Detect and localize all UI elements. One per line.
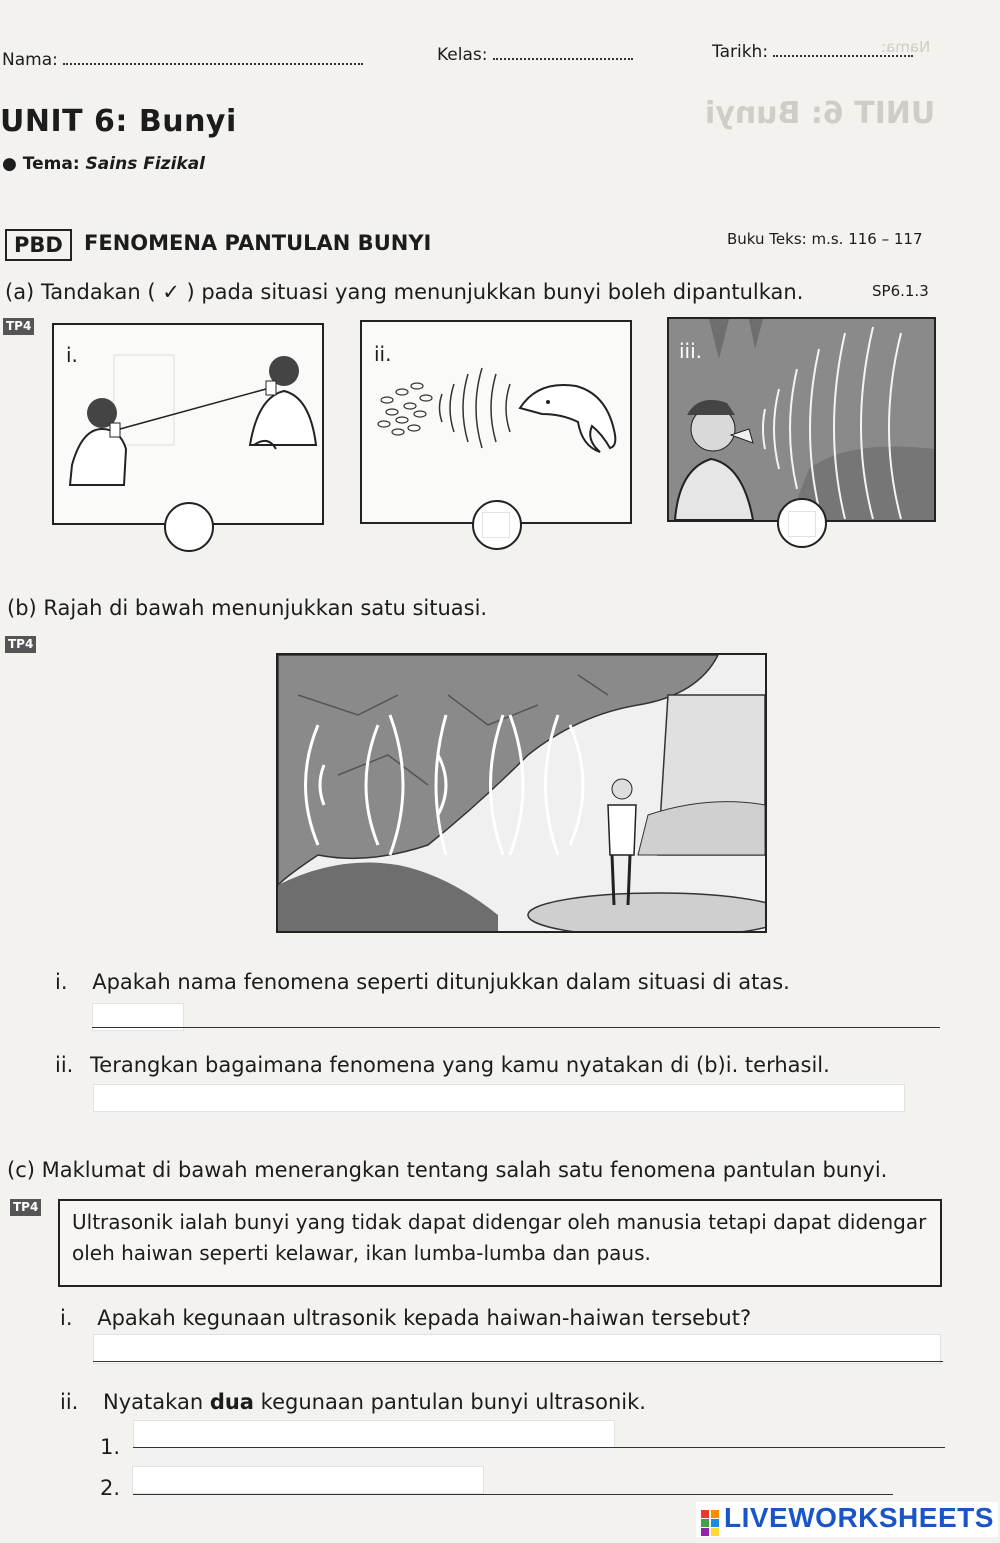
answer-c-ii-2-input[interactable] bbox=[132, 1466, 484, 1494]
tarikh-field bbox=[712, 42, 913, 62]
bullet-icon: ● bbox=[2, 154, 17, 174]
kelas-field bbox=[437, 45, 633, 65]
part-c-question bbox=[7, 1158, 887, 1182]
unit-title: UNIT 6: Bunyi bbox=[0, 104, 237, 139]
tema-line bbox=[2, 154, 205, 174]
bleed-through-text: UNIT 6: Bunyi bbox=[704, 96, 935, 131]
nama-dotted-line bbox=[63, 59, 363, 65]
picture-ii-label: ii. bbox=[374, 342, 392, 366]
checkbox-picture-iii-input[interactable] bbox=[788, 511, 816, 537]
part-c-sub-ii-num: ii. bbox=[60, 1390, 79, 1414]
liveworksheets-icon bbox=[700, 1509, 720, 1537]
section-title: FENOMENA PANTULAN BUNYI bbox=[84, 231, 432, 255]
answer-c-ii-2-line bbox=[133, 1494, 893, 1495]
list-item-number: 1. bbox=[100, 1435, 121, 1459]
part-b-text: Rajah di bawah menunjukkan satu situasi. bbox=[43, 596, 488, 620]
picture-i bbox=[52, 323, 324, 525]
part-b-sub-i-num: i. bbox=[55, 970, 68, 994]
answer-c-i-input[interactable] bbox=[93, 1334, 941, 1364]
part-a-letter: (a) bbox=[5, 280, 35, 304]
list-item-number: 2. bbox=[100, 1476, 121, 1500]
tarikh-label: Tarikh: bbox=[712, 42, 769, 62]
ultrasonic-info-box: Ultrasonik ialah bunyi yang tidak dapat didengar oleh manusia tetapi dapat didengar oleh haiwan seperti kelawar, ikan lumba-lumba dan paus. bbox=[58, 1199, 942, 1287]
picture-ii bbox=[360, 320, 632, 524]
nama-field bbox=[2, 50, 363, 70]
part-c-sub-ii-bold: dua bbox=[209, 1390, 254, 1414]
part-c-sub-i-text: Apakah kegunaan ultrasonik kepada haiwan-haiwan tersebut? bbox=[97, 1306, 752, 1330]
checkbox-picture-ii-input[interactable] bbox=[482, 512, 510, 538]
tema-value: Sains Fizikal bbox=[85, 154, 205, 174]
kelas-dotted-line bbox=[493, 54, 633, 60]
liveworksheets-logo bbox=[696, 1502, 998, 1537]
liveworksheets-brand: LIVEWORKSHEETS bbox=[724, 1502, 994, 1533]
part-c-sub-i-num: i. bbox=[60, 1306, 73, 1330]
part-c-sub-i bbox=[60, 1306, 751, 1330]
part-b-sub-i-text: Apakah nama fenomena seperti ditunjukkan dalam situasi di atas. bbox=[92, 970, 790, 994]
part-c-sub-ii bbox=[60, 1390, 646, 1414]
tp-badge: TP4 bbox=[5, 636, 36, 653]
part-c-letter: (c) bbox=[7, 1158, 35, 1182]
picture-iii bbox=[667, 317, 936, 522]
part-b-question bbox=[7, 596, 487, 620]
picture-iii-label: iii. bbox=[679, 339, 703, 363]
answer-c-ii-1-line bbox=[133, 1447, 945, 1448]
kelas-label: Kelas: bbox=[437, 45, 488, 65]
part-b-sub-ii bbox=[55, 1053, 830, 1077]
part-a-code: SP6.1.3 bbox=[872, 282, 929, 300]
dolphin-echolocation-icon bbox=[362, 322, 630, 522]
part-b-letter: (b) bbox=[7, 596, 37, 620]
part-c-text: Maklumat di bawah menerangkan tentang salah satu fenomena pantulan bunyi. bbox=[41, 1158, 888, 1182]
tarikh-dotted-line bbox=[773, 51, 913, 57]
tin-can-telephone-icon bbox=[54, 325, 322, 523]
boy-shouting-in-cave-icon bbox=[669, 319, 934, 520]
cave-echo-figure bbox=[276, 653, 767, 933]
part-c-sub-ii-post: kegunaan pantulan bunyi ultrasonik. bbox=[260, 1390, 646, 1414]
pbd-badge: PBD bbox=[5, 229, 72, 261]
part-b-sub-ii-num: ii. bbox=[55, 1053, 74, 1077]
tp-badge: TP4 bbox=[3, 318, 34, 335]
nama-label: Nama: bbox=[2, 50, 58, 70]
part-b-sub-i bbox=[55, 970, 790, 994]
textbook-reference: Buku Teks: m.s. 116 – 117 bbox=[727, 230, 923, 248]
answer-c-i-line bbox=[93, 1361, 943, 1362]
tp-badge: TP4 bbox=[10, 1199, 41, 1216]
echo-from-cliff-icon bbox=[278, 655, 765, 931]
picture-i-label: i. bbox=[66, 343, 78, 367]
bleed-through-text: Nama: bbox=[880, 38, 930, 56]
answer-b-ii-input[interactable] bbox=[93, 1084, 905, 1112]
part-c-sub-ii-pre: Nyatakan bbox=[103, 1390, 204, 1414]
tema-label: Tema: bbox=[22, 154, 80, 174]
part-b-sub-ii-text: Terangkan bagaimana fenomena yang kamu nyatakan di (b)i. terhasil. bbox=[90, 1053, 830, 1077]
part-a-text: Tandakan ( ✓ ) pada situasi yang menunjukkan bunyi boleh dipantulkan. bbox=[40, 280, 804, 304]
checkbox-picture-i[interactable] bbox=[164, 502, 214, 552]
answer-b-i-line bbox=[92, 1027, 940, 1028]
answer-c-ii-1-input[interactable] bbox=[133, 1420, 615, 1448]
part-a-question bbox=[5, 280, 803, 304]
